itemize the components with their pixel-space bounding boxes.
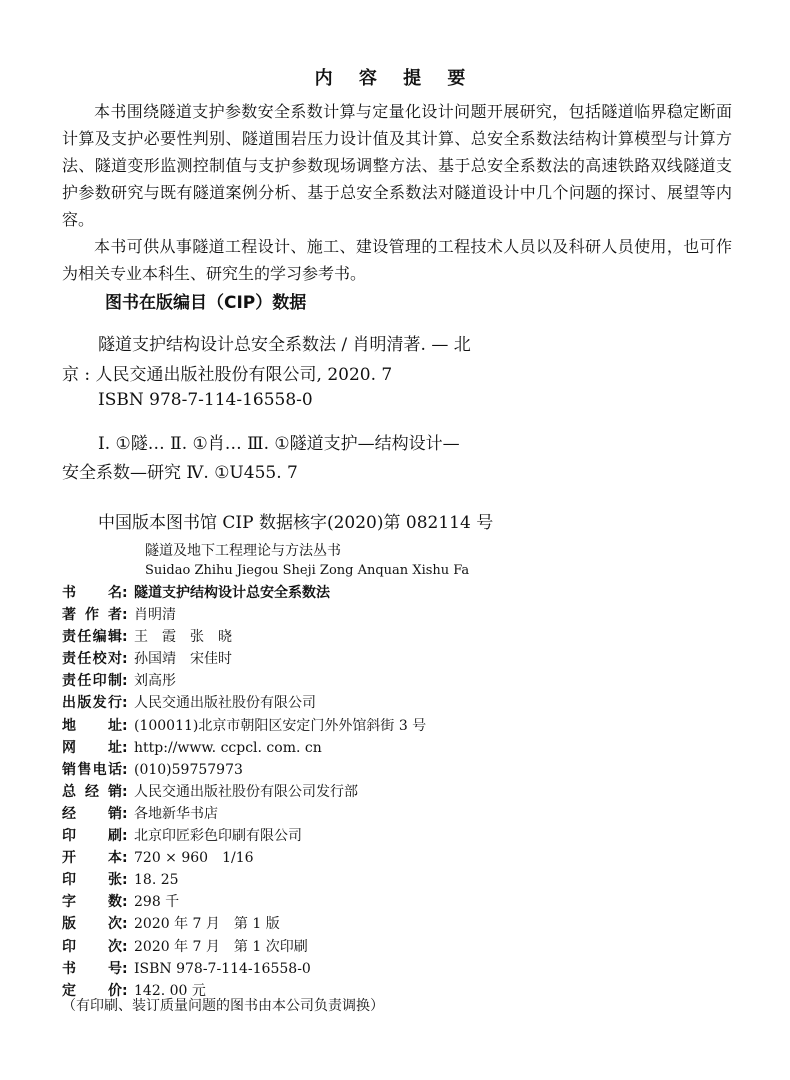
colophon-colon: : xyxy=(122,585,128,601)
colophon-label: 著作者 xyxy=(62,607,122,624)
colophon-value: 18. 25 xyxy=(134,872,179,889)
colophon-colon: : xyxy=(122,651,128,668)
colophon-label: 地址 xyxy=(62,717,122,734)
colophon-colon: : xyxy=(122,938,128,955)
colophon-colon: : xyxy=(122,916,128,933)
cip-heading: 图书在版编目（CIP）数据 xyxy=(105,293,307,313)
cip-classification-line: Ⅰ. ①隧… Ⅱ. ①肖… Ⅲ. ①隧道支护—结构设计— xyxy=(98,434,460,454)
cip-publisher-line: 京 : 人民交通出版社股份有限公司, 2020. 7 xyxy=(62,365,393,385)
colophon-value: 2020 年 7 月 第 1 版 xyxy=(134,916,280,933)
title-pinyin: Suidao Zhihu Jiegou Sheji Zong Anquan Xishu Fa xyxy=(145,563,470,578)
colophon-label: 责任印制 xyxy=(62,673,122,690)
summary-heading: 内 容 提 要 xyxy=(314,68,476,89)
colophon-value: 王 霞 张 晓 xyxy=(134,629,232,646)
colophon-label: 印刷 xyxy=(62,828,122,845)
colophon-value: 各地新华书店 xyxy=(134,805,218,822)
colophon-value: 720 × 960 1/16 xyxy=(134,850,254,867)
colophon-row xyxy=(62,737,426,759)
colophon-row xyxy=(62,936,426,958)
colophon-colon: : xyxy=(122,761,128,778)
quality-notice: （有印刷、装订质量问题的图书由本公司负责调换） xyxy=(62,998,384,1014)
colophon-value: 人民交通出版社股份有限公司发行部 xyxy=(134,783,358,800)
colophon-value: 肖明清 xyxy=(134,607,176,624)
colophon-row xyxy=(62,759,426,781)
colophon-label: 字数 xyxy=(62,894,122,911)
colophon xyxy=(62,582,426,1002)
colophon-label: 出版发行 xyxy=(62,695,122,712)
colophon-label: 总经销 xyxy=(62,783,122,800)
summary-body xyxy=(62,98,732,287)
colophon-value: 北京印匠彩色印刷有限公司 xyxy=(134,828,302,845)
colophon-value: ISBN 978-7-114-16558-0 xyxy=(134,960,311,977)
colophon-row xyxy=(62,869,426,891)
colophon-colon: : xyxy=(122,828,128,845)
colophon-row xyxy=(62,958,426,980)
colophon-value: (010)59757973 xyxy=(134,761,243,778)
colophon-value: (100011)北京市朝阳区安定门外外馆斜街 3 号 xyxy=(134,717,427,734)
colophon-colon: : xyxy=(122,629,128,646)
colophon-value: 142. 00 元 xyxy=(134,982,206,999)
colophon-row xyxy=(62,715,426,737)
colophon-label: 开本 xyxy=(62,850,122,867)
colophon-colon: : xyxy=(122,805,128,822)
colophon-row xyxy=(62,825,426,847)
colophon-row xyxy=(62,670,426,692)
cip-classification-line: 安全系数—研究 Ⅳ. ①U455. 7 xyxy=(62,463,298,483)
colophon-value: 隧道支护结构设计总安全系数法 xyxy=(134,585,330,601)
colophon-label: 书号 xyxy=(62,960,122,977)
colophon-colon: : xyxy=(122,783,128,800)
colophon-label: 印次 xyxy=(62,938,122,955)
colophon-label: 印张 xyxy=(62,872,122,889)
colophon-label: 版次 xyxy=(62,916,122,933)
colophon-row xyxy=(62,781,426,803)
colophon-value: 孙国靖 宋佳时 xyxy=(134,651,232,668)
colophon-value: 298 千 xyxy=(134,894,180,911)
colophon-colon: : xyxy=(122,872,128,889)
colophon-row xyxy=(62,803,426,825)
colophon-value: 人民交通出版社股份有限公司 xyxy=(134,695,316,712)
colophon-label: 网址 xyxy=(62,739,122,756)
colophon-colon: : xyxy=(122,894,128,911)
colophon-label: 经销 xyxy=(62,805,122,822)
colophon-colon: : xyxy=(122,850,128,867)
colophon-row xyxy=(62,913,426,935)
colophon-label: 销售电话 xyxy=(62,761,122,778)
colophon-row xyxy=(62,582,426,604)
colophon-label: 责任编辑 xyxy=(62,629,122,646)
colophon-label: 书名 xyxy=(62,585,122,601)
colophon-colon: : xyxy=(122,695,128,712)
colophon-label: 责任校对 xyxy=(62,651,122,668)
cip-title-line: 隧道支护结构设计总安全系数法 / 肖明清著. — 北 xyxy=(98,335,471,355)
colophon-row xyxy=(62,626,426,648)
colophon-row xyxy=(62,847,426,869)
colophon-row xyxy=(62,891,426,913)
colophon-row xyxy=(62,604,426,626)
colophon-row xyxy=(62,692,426,714)
summary-paragraph: 本书可供从事隧道工程设计、施工、建设管理的工程技术人员以及科研人员使用，也可作为相关专业本科生、研究生的学习参考书。 xyxy=(62,237,732,283)
colophon-colon: : xyxy=(122,739,128,756)
cip-library-number: 中国版本图书馆 CIP 数据核字(2020)第 082114 号 xyxy=(98,513,494,533)
colophon-label: 定价 xyxy=(62,982,122,999)
colophon-colon: : xyxy=(122,982,128,999)
colophon-row xyxy=(62,648,426,670)
colophon-colon: : xyxy=(122,960,128,977)
colophon-value: 2020 年 7 月 第 1 次印刷 xyxy=(134,938,308,955)
colophon-colon: : xyxy=(122,607,128,624)
cip-isbn: ISBN 978-7-114-16558-0 xyxy=(98,390,313,410)
colophon-colon: : xyxy=(122,673,128,690)
series-name: 隧道及地下工程理论与方法丛书 xyxy=(145,543,341,559)
colophon-colon: : xyxy=(122,717,128,734)
colophon-value: http://www. ccpcl. com. cn xyxy=(134,739,322,756)
summary-paragraph: 本书围绕隧道支护参数安全系数计算与定量化设计问题开展研究，包括隧道临界稳定断面计算及支护必要性判别、隧道围岩压力设计值及其计算、总安全系数法结构计算模型与计算方法、隧道变形监测控制值与支护参数现场调整方法、基于总安全系数法的高速铁路双线隧道支护参数研究与既有隧道案例分析、基于总安全系数法对隧道设计中几个问题的探讨、展望等内容。 xyxy=(62,102,732,229)
colophon-value: 刘高彤 xyxy=(134,673,176,690)
